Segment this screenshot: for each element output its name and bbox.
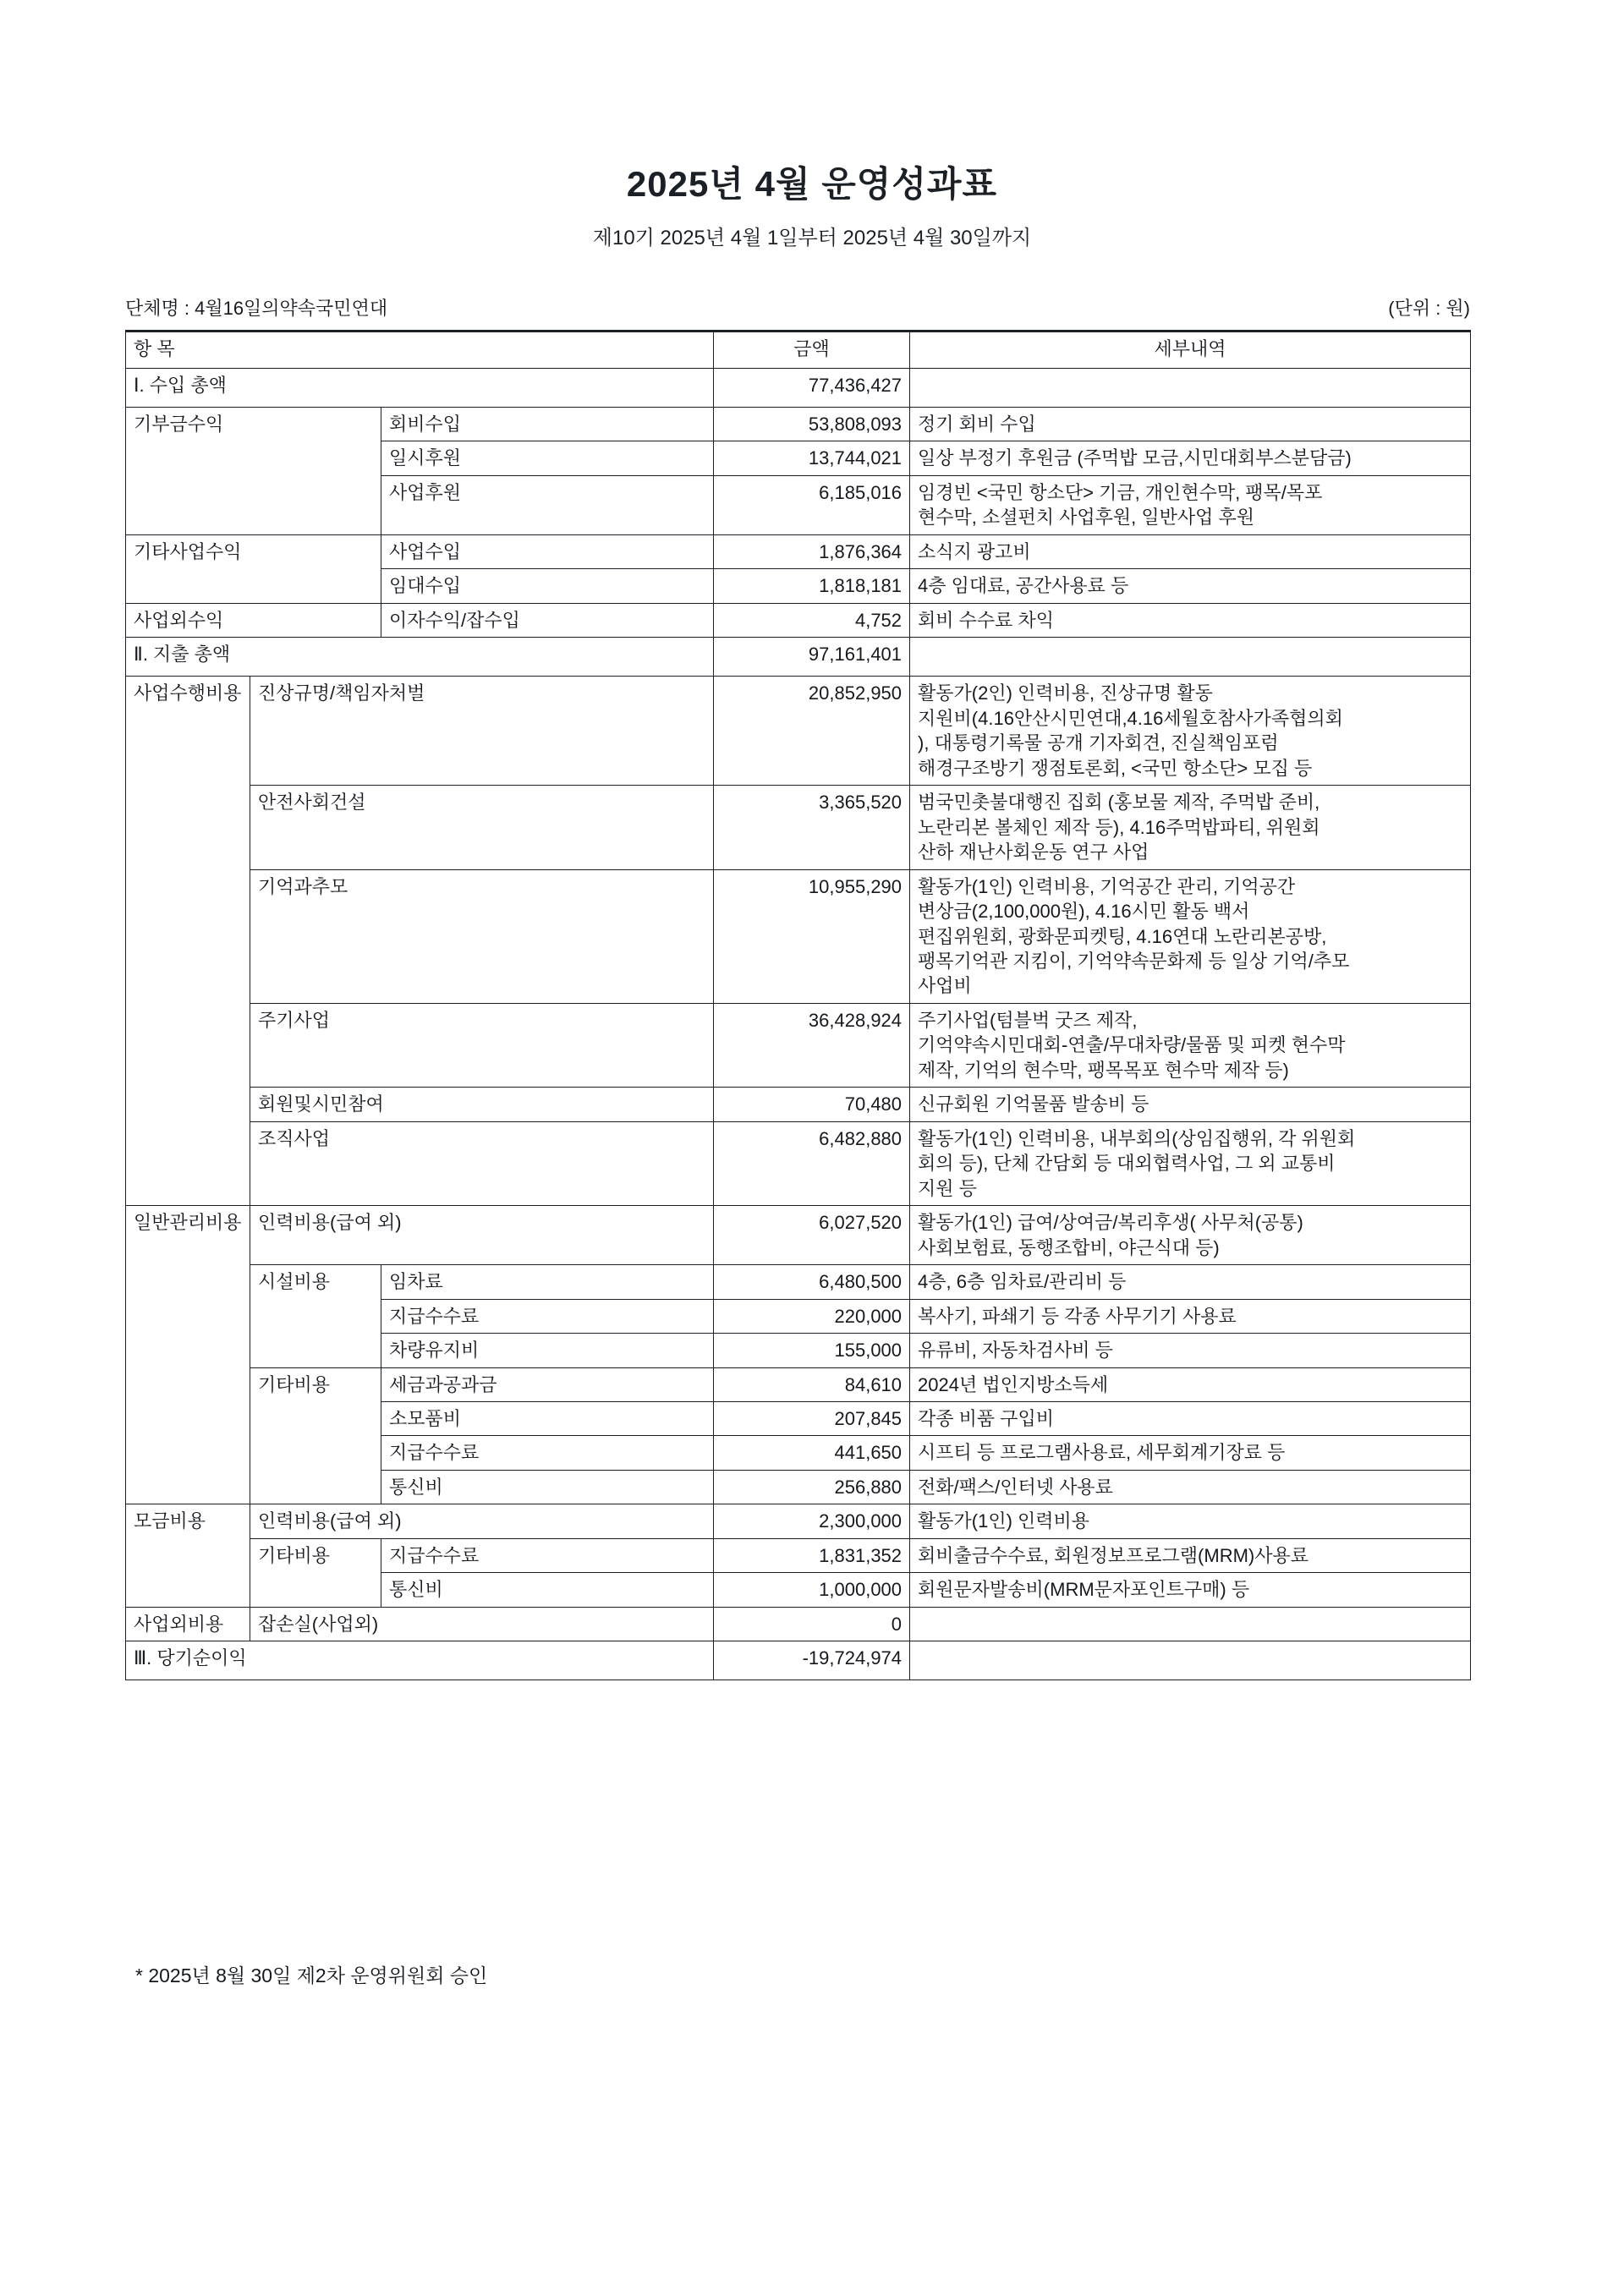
amount-cell: 1,876,364 (714, 534, 910, 568)
subitem-cell: 인력비용(급여 외) (250, 1504, 714, 1538)
detail-cell: 시프티 등 프로그램사용료, 세무회계기장료 등 (910, 1436, 1471, 1470)
subitem-cell: 일시후원 (381, 441, 714, 475)
section-amount: 97,161,401 (714, 638, 910, 677)
table-row (126, 869, 1471, 1003)
subgroup-cell: 기타비용 (250, 1538, 381, 1607)
subitem-cell: 차량유지비 (381, 1334, 714, 1367)
table-row (126, 1206, 1471, 1265)
subitem-cell: 주기사업 (250, 1003, 714, 1087)
detail-cell: 범국민촛불대행진 집회 (홍보물 제작, 주먹밥 준비, 노란리본 볼체인 제작 등), 4.16주먹밥파티, 위원회 산하 재난사회운동 연구 사업 (910, 786, 1471, 869)
detail-cell: 소식지 광고비 (910, 534, 1471, 568)
group-cell: 기부금수익 (126, 408, 381, 535)
amount-cell: 441,650 (714, 1436, 910, 1470)
section-row-income-total (126, 369, 1471, 408)
table-row (126, 1367, 1471, 1401)
detail-cell: 활동가(2인) 인력비용, 진상규명 활동 지원비(4.16안산시민연대,4.16세월호참사가족협의회 ), 대통령기록물 공개 기자회견, 진실책임포럼 해경구조방기 쟁점토론회, <국민 항소단> 모집 등 (910, 677, 1471, 786)
subitem-cell: 진상규명/책임자처벌 (250, 677, 714, 786)
section-detail (910, 369, 1471, 408)
amount-cell: 2,300,000 (714, 1504, 910, 1538)
detail-cell: 4층, 6층 임차료/관리비 등 (910, 1265, 1471, 1299)
detail-cell: 임경빈 <국민 항소단> 기금, 개인현수막, 팽목/목포 현수막, 소셜펀치 사업후원, 일반사업 후원 (910, 475, 1471, 534)
section-amount: -19,724,974 (714, 1641, 910, 1680)
table-row (126, 1265, 1471, 1299)
detail-cell: 회비출금수수료, 회원정보프로그램(MRM)사용료 (910, 1538, 1471, 1572)
detail-cell: 회비 수수료 차익 (910, 603, 1471, 637)
section-detail (910, 638, 1471, 677)
amount-cell: 20,852,950 (714, 677, 910, 786)
subitem-cell: 임차료 (381, 1265, 714, 1299)
subgroup-cell: 기타비용 (250, 1367, 381, 1504)
subitem-cell: 소모품비 (381, 1402, 714, 1436)
subitem-cell: 회비수입 (381, 408, 714, 441)
amount-cell: 220,000 (714, 1299, 910, 1333)
amount-cell: 6,480,500 (714, 1265, 910, 1299)
group-cell: 일반관리비용 (126, 1206, 250, 1504)
table-row (126, 1003, 1471, 1087)
amount-cell: 6,482,880 (714, 1121, 910, 1205)
section-amount: 77,436,427 (714, 369, 910, 408)
amount-cell: 1,831,352 (714, 1538, 910, 1572)
group-cell: 사업외비용 (126, 1607, 250, 1641)
page-subtitle: 제10기 2025년 4월 1일부터 2025년 4월 30일까지 (592, 227, 1032, 249)
table-row (126, 1088, 1471, 1121)
section-label: Ⅲ. 당기순이익 (126, 1641, 714, 1680)
table-header-row (126, 332, 1471, 369)
amount-cell: 13,744,021 (714, 441, 910, 475)
table-row (126, 408, 1471, 441)
meta-row (125, 294, 1470, 321)
detail-cell: 유류비, 자동차검사비 등 (910, 1334, 1471, 1367)
amount-cell: 1,000,000 (714, 1573, 910, 1607)
subitem-cell: 안전사회건설 (250, 786, 714, 869)
detail-cell: 활동가(1인) 인력비용, 내부회의(상임집행위, 각 위원회 회의 등), 단체 간담회 등 대외협력사업, 그 외 교통비 지원 등 (910, 1121, 1471, 1205)
amount-cell: 6,185,016 (714, 475, 910, 534)
table-row (126, 677, 1471, 786)
section-detail (910, 1641, 1471, 1680)
group-cell: 사업수행비용 (126, 677, 250, 1206)
table-row (126, 1121, 1471, 1205)
detail-cell: 주기사업(텀블벅 굿즈 제작, 기억약속시민대회-연출/무대차량/물품 및 피켓 현수막 제작, 기억의 현수막, 팽목목포 현수막 제작 등) (910, 1003, 1471, 1087)
detail-cell: 회원문자발송비(MRM문자포인트구매) 등 (910, 1573, 1471, 1607)
table-row (126, 786, 1471, 869)
amount-cell: 256,880 (714, 1470, 910, 1504)
amount-cell: 3,365,520 (714, 786, 910, 869)
section-row-expense-total (126, 638, 1471, 677)
amount-cell: 207,845 (714, 1402, 910, 1436)
subitem-cell: 통신비 (381, 1573, 714, 1607)
subitem-cell: 회원및시민참여 (250, 1088, 714, 1121)
table-row (126, 1607, 1471, 1641)
amount-cell: 1,818,181 (714, 569, 910, 603)
subitem-cell: 세금과공과금 (381, 1367, 714, 1401)
detail-cell: 전화/팩스/인터넷 사용료 (910, 1470, 1471, 1504)
detail-cell (910, 1607, 1471, 1641)
detail-cell: 복사기, 파쇄기 등 각종 사무기기 사용료 (910, 1299, 1471, 1333)
header-amount: 금액 (714, 332, 910, 369)
subitem-cell: 지급수수료 (381, 1436, 714, 1470)
section-label: Ⅰ. 수입 총액 (126, 369, 714, 408)
amount-cell: 0 (714, 1607, 910, 1641)
detail-cell: 활동가(1인) 인력비용, 기억공간 관리, 기억공간 변상금(2,100,000원), 4.16시민 활동 백서 편집위원회, 광화문피켓팅, 4.16연대 노란리본공방, 팽목기억관 지킴이, 기억약속문화제 등 일상 기억/추모 사업비 (910, 869, 1471, 1003)
table-row (126, 534, 1471, 568)
subitem-cell: 조직사업 (250, 1121, 714, 1205)
subitem-cell: 사업수입 (381, 534, 714, 568)
amount-cell: 155,000 (714, 1334, 910, 1367)
table-row (126, 603, 1471, 637)
group-cell: 사업외수익 (126, 603, 381, 637)
detail-cell: 활동가(1인) 급여/상여금/복리후생( 사무처(공통) 사회보험료, 동행조합비, 야근식대 등) (910, 1206, 1471, 1265)
section-row-net-income (126, 1641, 1471, 1680)
subitem-cell: 잡손실(사업외) (250, 1607, 714, 1641)
subitem-cell: 이자수익/잡수입 (381, 603, 714, 637)
unit-label: (단위 : 원) (1388, 298, 1470, 319)
section-label: Ⅱ. 지출 총액 (126, 638, 714, 677)
footnote: * 2025년 8월 30일 제2차 운영위원회 승인 (135, 1964, 488, 1986)
subitem-cell: 사업후원 (381, 475, 714, 534)
group-cell: 기타사업수익 (126, 534, 381, 603)
subitem-cell: 기억과추모 (250, 869, 714, 1003)
amount-cell: 36,428,924 (714, 1003, 910, 1087)
detail-cell: 2024년 법인지방소득세 (910, 1367, 1471, 1401)
amount-cell: 84,610 (714, 1367, 910, 1401)
amount-cell: 6,027,520 (714, 1206, 910, 1265)
group-cell: 모금비용 (126, 1504, 250, 1607)
detail-cell: 일상 부정기 후원금 (주먹밥 모금,시민대회부스분담금) (910, 441, 1471, 475)
header-detail: 세부내역 (910, 332, 1471, 369)
subgroup-cell: 시설비용 (250, 1265, 381, 1367)
detail-cell: 4층 임대료, 공간사용료 등 (910, 569, 1471, 603)
subitem-cell: 통신비 (381, 1470, 714, 1504)
subitem-cell: 임대수입 (381, 569, 714, 603)
detail-cell: 활동가(1인) 인력비용 (910, 1504, 1471, 1538)
financial-statement-table (125, 330, 1471, 1680)
amount-cell: 53,808,093 (714, 408, 910, 441)
detail-cell: 각종 비품 구입비 (910, 1402, 1471, 1436)
financial-table-wrapper (125, 330, 1470, 1680)
amount-cell: 4,752 (714, 603, 910, 637)
table-row (126, 1538, 1471, 1572)
subitem-cell: 지급수수료 (381, 1538, 714, 1572)
amount-cell: 10,955,290 (714, 869, 910, 1003)
organization-label: 단체명 : 4월16일의약속국민연대 (125, 298, 388, 319)
table-row (126, 1504, 1471, 1538)
detail-cell: 신규회원 기억물품 발송비 등 (910, 1088, 1471, 1121)
amount-cell: 70,480 (714, 1088, 910, 1121)
detail-cell: 정기 회비 수입 (910, 408, 1471, 441)
subitem-cell: 지급수수료 (381, 1299, 714, 1333)
header-item: 항 목 (126, 332, 714, 369)
subitem-cell: 인력비용(급여 외) (250, 1206, 714, 1265)
page-title: 2025년 4월 운영성과표 (626, 164, 998, 204)
